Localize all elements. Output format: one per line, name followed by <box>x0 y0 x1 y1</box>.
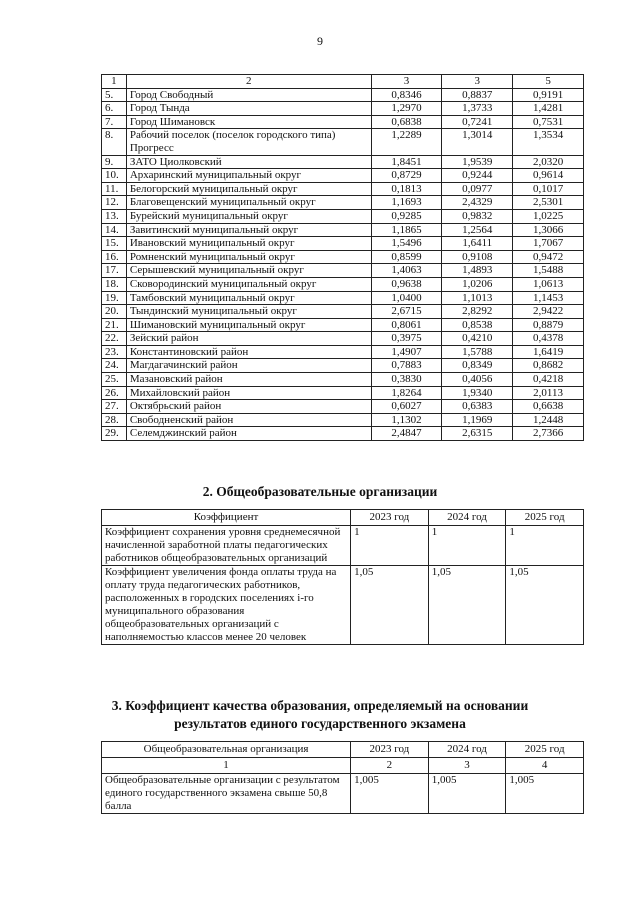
table-row <box>102 400 584 414</box>
municipality-name: ЗАТО Циолковский <box>126 155 371 169</box>
row-number: 18. <box>102 277 127 291</box>
table-row <box>102 291 584 305</box>
table-row <box>102 332 584 346</box>
row-number: 9. <box>102 155 127 169</box>
row-number: 6. <box>102 102 127 116</box>
row-number: 28. <box>102 413 127 427</box>
municipality-name: Город Тында <box>126 102 371 116</box>
value-2024: 0,4056 <box>442 373 513 387</box>
value-2024: 0,9832 <box>442 209 513 223</box>
column-header: 5 <box>513 75 584 89</box>
index-row <box>102 758 584 774</box>
municipality-name: Рабочий поселок (поселок городского типа) Прогресс <box>126 129 371 155</box>
column-header: 2024 год <box>428 510 506 526</box>
value-2025: 1,7067 <box>513 237 584 251</box>
value-cell: 1 <box>428 526 506 566</box>
value-2023: 0,6838 <box>371 115 442 129</box>
table-row <box>102 566 584 645</box>
value-2025: 0,7531 <box>513 115 584 129</box>
value-cell: 1 <box>351 526 429 566</box>
municipality-name: Белогорский муниципальный округ <box>126 182 371 196</box>
value-2023: 0,8599 <box>371 250 442 264</box>
value-2023: 0,8061 <box>371 318 442 332</box>
municipality-name: Селемджинский район <box>126 427 371 441</box>
coefficient-name: Коэффициент увеличения фонда оплаты труда на оплату труда педагогических работников, расположенных в городских поселениях i-го муниципального образования общеобразовательных организаций с наполняемостью классов менее 20 человек <box>102 566 351 645</box>
value-2024: 0,6383 <box>442 400 513 414</box>
column-header: 2023 год <box>351 510 429 526</box>
value-2023: 1,1302 <box>371 413 442 427</box>
table-header-row <box>102 510 584 526</box>
table-row <box>102 526 584 566</box>
table-row <box>102 250 584 264</box>
column-header: 3 <box>371 75 442 89</box>
value-2023: 0,9285 <box>371 209 442 223</box>
page-number: 9 <box>317 34 323 48</box>
row-number: 5. <box>102 88 127 102</box>
table-row <box>102 155 584 169</box>
exam-quality-table <box>101 741 584 814</box>
index-cell: 3 <box>428 758 506 774</box>
row-number: 24. <box>102 359 127 373</box>
column-header: 1 <box>102 75 127 89</box>
value-cell: 1,005 <box>506 774 584 814</box>
table-row <box>102 182 584 196</box>
index-cell: 1 <box>102 758 351 774</box>
index-cell: 4 <box>506 758 584 774</box>
value-2023: 2,4847 <box>371 427 442 441</box>
value-cell: 1,05 <box>506 566 584 645</box>
row-number: 15. <box>102 237 127 251</box>
column-header: 2025 год <box>506 742 584 758</box>
value-2024: 1,6411 <box>442 237 513 251</box>
value-2024: 1,0206 <box>442 277 513 291</box>
general-education-table <box>101 509 584 645</box>
value-2025: 0,6638 <box>513 400 584 414</box>
row-number: 7. <box>102 115 127 129</box>
table-row <box>102 169 584 183</box>
value-2025: 0,4378 <box>513 332 584 346</box>
table-row <box>102 237 584 251</box>
value-2025: 0,9191 <box>513 88 584 102</box>
value-2023: 1,4907 <box>371 345 442 359</box>
value-2023: 0,1813 <box>371 182 442 196</box>
value-2025: 1,0613 <box>513 277 584 291</box>
municipality-name: Октябрьский район <box>126 400 371 414</box>
column-header: 2023 год <box>351 742 429 758</box>
value-2025: 0,9614 <box>513 169 584 183</box>
table-row <box>102 223 584 237</box>
value-2023: 1,4063 <box>371 264 442 278</box>
column-header: 2 <box>126 75 371 89</box>
row-number: 14. <box>102 223 127 237</box>
value-2025: 0,4218 <box>513 373 584 387</box>
municipality-name: Город Шимановск <box>126 115 371 129</box>
municipality-name: Тындинский муниципальный округ <box>126 305 371 319</box>
municipality-name: Магдагачинский район <box>126 359 371 373</box>
row-number: 22. <box>102 332 127 346</box>
value-2025: 1,1453 <box>513 291 584 305</box>
column-header: 2024 год <box>428 742 506 758</box>
municipality-name: Город Свободный <box>126 88 371 102</box>
row-number: 29. <box>102 427 127 441</box>
value-2024: 1,2564 <box>442 223 513 237</box>
column-header: 2025 год <box>506 510 584 526</box>
section-3-title-line2: результатов единого государственного экзамена <box>174 716 466 731</box>
table-row <box>102 196 584 210</box>
table-row <box>102 359 584 373</box>
value-cell: 1 <box>506 526 584 566</box>
value-2024: 0,0977 <box>442 182 513 196</box>
row-number: 20. <box>102 305 127 319</box>
value-2024: 1,9539 <box>442 155 513 169</box>
value-2024: 2,4329 <box>442 196 513 210</box>
municipality-name: Сковородинский муниципальный округ <box>126 277 371 291</box>
value-2024: 1,3014 <box>442 129 513 155</box>
value-2024: 0,4210 <box>442 332 513 346</box>
value-2023: 1,1865 <box>371 223 442 237</box>
municipality-name: Константиновский район <box>126 345 371 359</box>
column-header: 3 <box>442 75 513 89</box>
table-row <box>102 115 584 129</box>
value-2025: 2,0320 <box>513 155 584 169</box>
value-2023: 1,8264 <box>371 386 442 400</box>
row-number: 10. <box>102 169 127 183</box>
table-row <box>102 413 584 427</box>
municipality-name: Михайловский район <box>126 386 371 400</box>
column-header: Общеобразовательная организация <box>102 742 351 758</box>
table-header-row <box>102 742 584 758</box>
section-3-title-line1: 3. Коэффициент качества образования, определяемый на основании <box>111 698 529 713</box>
table-row <box>102 209 584 223</box>
value-2023: 1,2289 <box>371 129 442 155</box>
column-header: Коэффициент <box>102 510 351 526</box>
index-cell: 2 <box>351 758 429 774</box>
coefficients-table <box>101 74 584 441</box>
value-2025: 1,2448 <box>513 413 584 427</box>
table-row <box>102 88 584 102</box>
table-row <box>102 386 584 400</box>
municipality-name: Тамбовский муниципальный округ <box>126 291 371 305</box>
table-row <box>102 277 584 291</box>
value-2023: 0,7883 <box>371 359 442 373</box>
municipality-name: Ромненский муниципальный округ <box>126 250 371 264</box>
municipality-name: Мазановский район <box>126 373 371 387</box>
value-2023: 0,9638 <box>371 277 442 291</box>
row-number: 12. <box>102 196 127 210</box>
municipality-name: Свободненский район <box>126 413 371 427</box>
value-2025: 2,9422 <box>513 305 584 319</box>
value-2024: 1,1013 <box>442 291 513 305</box>
value-2024: 1,5788 <box>442 345 513 359</box>
value-2023: 2,6715 <box>371 305 442 319</box>
row-number: 25. <box>102 373 127 387</box>
table-row <box>102 102 584 116</box>
value-2023: 0,8729 <box>371 169 442 183</box>
value-2025: 0,1017 <box>513 182 584 196</box>
value-2025: 2,7366 <box>513 427 584 441</box>
row-number: 13. <box>102 209 127 223</box>
value-2023: 1,2970 <box>371 102 442 116</box>
value-2025: 0,8682 <box>513 359 584 373</box>
value-2023: 0,3975 <box>371 332 442 346</box>
municipality-name: Зейский район <box>126 332 371 346</box>
value-2024: 1,4893 <box>442 264 513 278</box>
value-2023: 1,1693 <box>371 196 442 210</box>
value-2025: 2,0113 <box>513 386 584 400</box>
value-2024: 2,6315 <box>442 427 513 441</box>
value-2025: 1,4281 <box>513 102 584 116</box>
value-2024: 0,9108 <box>442 250 513 264</box>
value-2024: 1,3733 <box>442 102 513 116</box>
value-cell: 1,005 <box>351 774 429 814</box>
table-row <box>102 318 584 332</box>
value-2024: 0,9244 <box>442 169 513 183</box>
table-row <box>102 264 584 278</box>
table-header-row <box>102 75 584 89</box>
row-number: 27. <box>102 400 127 414</box>
value-2024: 0,8538 <box>442 318 513 332</box>
value-cell: 1,05 <box>351 566 429 645</box>
value-2025: 0,8879 <box>513 318 584 332</box>
municipality-name: Ивановский муниципальный округ <box>126 237 371 251</box>
value-2024: 2,8292 <box>442 305 513 319</box>
row-number: 26. <box>102 386 127 400</box>
value-2023: 0,8346 <box>371 88 442 102</box>
municipality-name: Архаринский муниципальный округ <box>126 169 371 183</box>
value-2024: 1,1969 <box>442 413 513 427</box>
value-2024: 0,8349 <box>442 359 513 373</box>
municipality-name: Завитинский муниципальный округ <box>126 223 371 237</box>
table-row <box>102 373 584 387</box>
row-number: 17. <box>102 264 127 278</box>
table-row <box>102 774 584 814</box>
value-2024: 1,9340 <box>442 386 513 400</box>
row-number: 11. <box>102 182 127 196</box>
municipality-name: Бурейский муниципальный округ <box>126 209 371 223</box>
value-2023: 1,8451 <box>371 155 442 169</box>
row-number: 8. <box>102 129 127 155</box>
municipality-name: Благовещенский муниципальный округ <box>126 196 371 210</box>
value-2024: 0,7241 <box>442 115 513 129</box>
municipality-name: Шимановский муниципальный округ <box>126 318 371 332</box>
value-2023: 1,5496 <box>371 237 442 251</box>
section-3-title <box>0 697 640 733</box>
value-2025: 1,6419 <box>513 345 584 359</box>
row-number: 23. <box>102 345 127 359</box>
value-cell: 1,005 <box>428 774 506 814</box>
organization-name: Общеобразовательные организации с результатом единого государственного экзамена свыше 50,8 балла <box>102 774 351 814</box>
table-row <box>102 427 584 441</box>
value-2025: 2,5301 <box>513 196 584 210</box>
row-number: 19. <box>102 291 127 305</box>
value-2025: 0,9472 <box>513 250 584 264</box>
municipality-name: Серышевский муниципальный округ <box>126 264 371 278</box>
value-2023: 0,3830 <box>371 373 442 387</box>
row-number: 16. <box>102 250 127 264</box>
section-2-title: 2. Общеобразовательные организации <box>202 484 438 499</box>
value-2024: 0,8837 <box>442 88 513 102</box>
value-2025: 1,0225 <box>513 209 584 223</box>
value-2025: 1,3534 <box>513 129 584 155</box>
table-row <box>102 305 584 319</box>
value-2025: 1,5488 <box>513 264 584 278</box>
value-2023: 1,0400 <box>371 291 442 305</box>
value-2025: 1,3066 <box>513 223 584 237</box>
value-cell: 1,05 <box>428 566 506 645</box>
coefficient-name: Коэффициент сохранения уровня среднемесячной начисленной заработной платы педагогических работников общеобразовательных организаций <box>102 526 351 566</box>
row-number: 21. <box>102 318 127 332</box>
table-row <box>102 129 584 155</box>
value-2023: 0,6027 <box>371 400 442 414</box>
table-row <box>102 345 584 359</box>
